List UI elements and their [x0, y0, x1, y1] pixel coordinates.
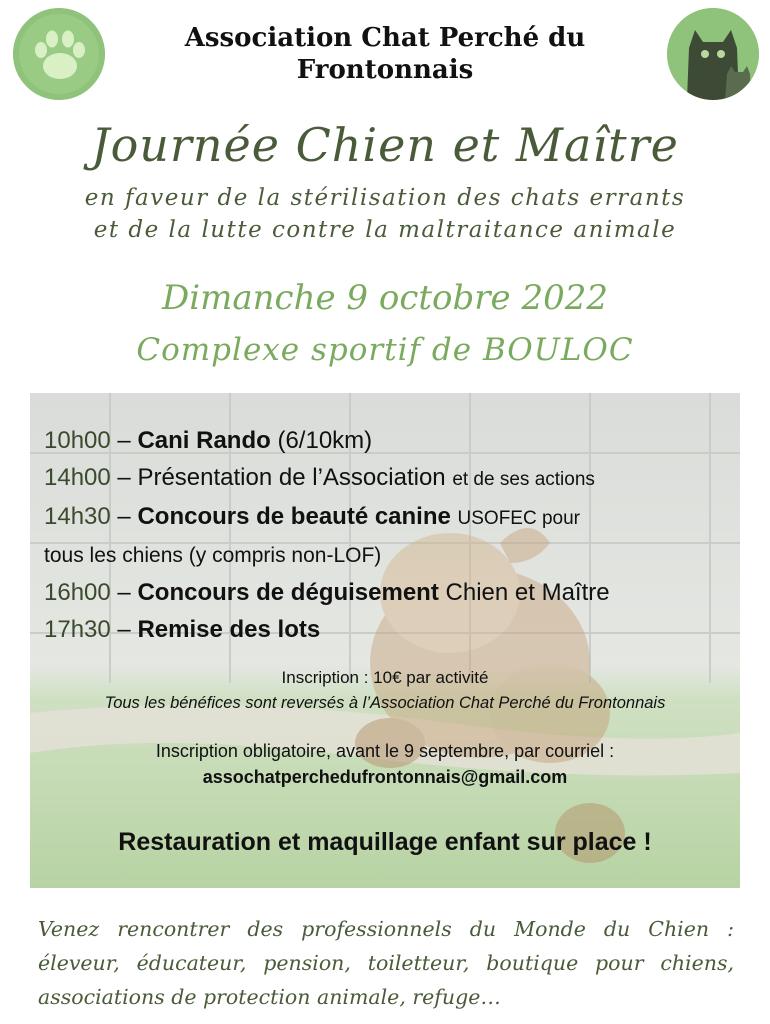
schedule-dash: – — [117, 616, 131, 643]
event-subtitle-line2: et de la lutte contre la maltraitance animale — [93, 217, 677, 243]
event-date: Dimanche 9 octobre 2022 — [162, 278, 608, 318]
schedule-extra: (6/10km) — [277, 427, 373, 454]
schedule-item — [44, 422, 734, 459]
schedule-time: 14h00 — [44, 464, 111, 491]
schedule-time: 16h00 — [44, 579, 111, 606]
schedule-extra: et de ses actions — [452, 469, 595, 490]
schedule-extra: Chien et Maître — [445, 579, 610, 606]
footer-line1: Venez rencontrer des professionnels du Monde du Chien : — [38, 917, 734, 941]
inscription-price: Inscription : 10€ par activité — [281, 668, 489, 687]
event-title: Journée Chien et Maître — [91, 118, 679, 172]
schedule-title: Présentation de l’Association — [137, 464, 446, 491]
event-subtitle-line1: en faveur de la stérilisation des chats errants — [84, 185, 686, 211]
schedule — [44, 422, 734, 648]
footer-line3: associations de protection animale, refuge… — [38, 985, 501, 1009]
footer-text — [38, 912, 734, 1014]
schedule-time: 17h30 — [44, 616, 111, 643]
event-place: Complexe sportif de BOULOC — [136, 332, 634, 368]
schedule-item-continued: tous les chiens (y compris non-LOF) — [44, 544, 382, 567]
event-subtitle — [0, 182, 770, 246]
contact-email[interactable]: assochatperchedufrontonnais@gmail.com — [202, 767, 568, 787]
cats-logo — [667, 8, 759, 100]
cats-photo-icon — [667, 8, 759, 100]
schedule-item — [44, 574, 734, 611]
paw-print-logo — [13, 8, 105, 100]
footer-line2: éleveur, éducateur, pension, toiletteur, boutique pour chiens, — [38, 951, 734, 975]
restauration-note: Restauration et maquillage enfant sur place ! — [118, 828, 652, 856]
schedule-title: Concours de déguisement — [137, 579, 439, 606]
benefits-note: Tous les bénéfices sont reversés à l’Association Chat Perché du Frontonnais — [104, 694, 666, 712]
schedule-extra: USOFEC pour — [457, 508, 581, 529]
schedule-time: 14h30 — [44, 503, 111, 530]
inscription-mandatory: Inscription obligatoire, avant le 9 septembre, par courriel : — [155, 741, 615, 761]
schedule-title: Remise des lots — [137, 616, 321, 643]
schedule-title: Concours de beauté canine — [137, 503, 451, 530]
schedule-title: Cani Rando — [137, 427, 271, 454]
association-name-line2: Frontonnais — [296, 55, 474, 85]
schedule-dash: – — [117, 579, 131, 606]
paw-print-icon — [13, 8, 105, 100]
schedule-dash: – — [117, 503, 131, 530]
schedule-time: 10h00 — [44, 427, 111, 454]
association-name — [110, 22, 660, 86]
schedule-item — [44, 459, 734, 498]
schedule-item — [44, 498, 734, 537]
schedule-dash: – — [117, 427, 131, 454]
association-name-line1: Association Chat Perché du — [184, 23, 586, 53]
schedule-item — [44, 611, 734, 648]
schedule-dash: – — [117, 464, 131, 491]
